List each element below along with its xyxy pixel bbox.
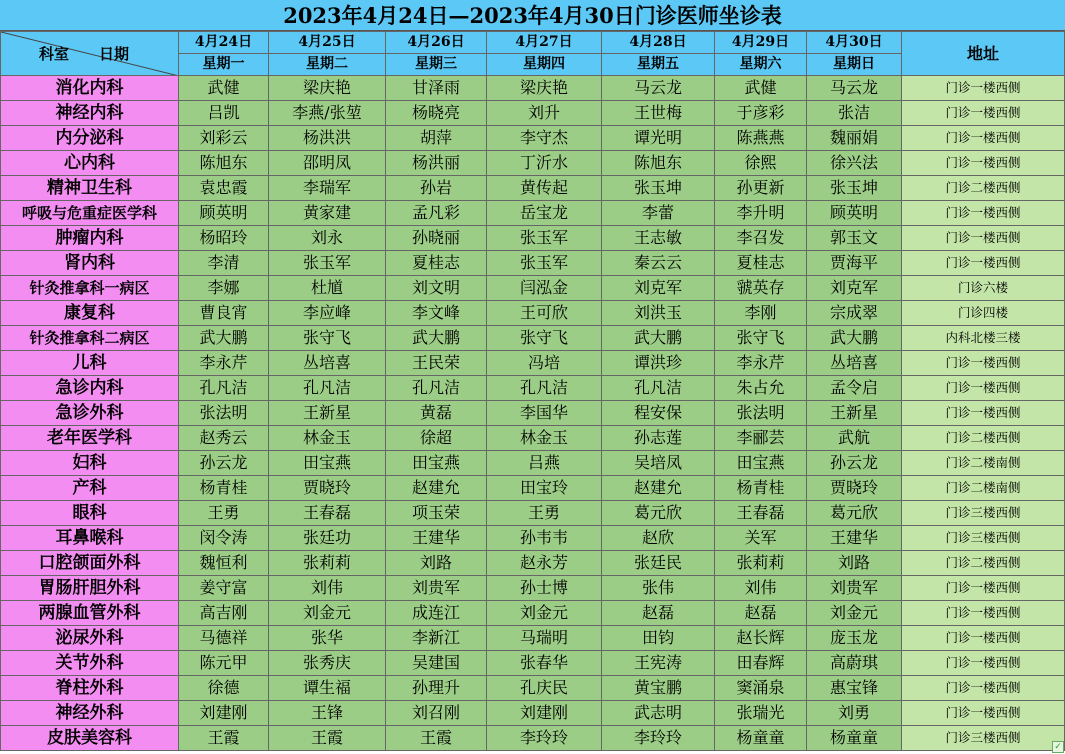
department-cell[interactable]: 泌尿外科 — [1, 626, 179, 651]
doctor-cell[interactable]: 王建华 — [386, 526, 487, 551]
doctor-cell[interactable]: 张玉坤 — [602, 176, 715, 201]
address-cell[interactable]: 门诊一楼西侧 — [902, 376, 1065, 401]
doctor-cell[interactable]: 张玉军 — [269, 251, 386, 276]
doctor-cell[interactable]: 袁忠霞 — [179, 176, 269, 201]
doctor-cell[interactable]: 吕凯 — [179, 101, 269, 126]
doctor-cell[interactable]: 陈燕燕 — [715, 126, 807, 151]
address-cell[interactable]: 门诊一楼西侧 — [902, 201, 1065, 226]
doctor-cell[interactable]: 李新江 — [386, 626, 487, 651]
table-row — [1, 201, 1065, 226]
weekday-header: 星期一 — [179, 54, 269, 76]
department-cell[interactable]: 皮肤美容科 — [1, 726, 179, 751]
department-cell[interactable]: 针灸推拿科二病区 — [1, 326, 179, 351]
address-cell[interactable]: 门诊一楼西侧 — [902, 251, 1065, 276]
doctor-cell[interactable]: 杨昭玲 — [179, 226, 269, 251]
doctor-cell[interactable]: 吴培凤 — [602, 451, 715, 476]
schedule-title: 2023年4月24日—2023年4月30日门诊医师坐诊表 — [0, 0, 1065, 31]
doctor-cell[interactable]: 刘伟 — [269, 576, 386, 601]
doctor-cell[interactable]: 王春磊 — [269, 501, 386, 526]
address-cell[interactable]: 内科北楼三楼 — [902, 326, 1065, 351]
doctor-cell[interactable]: 王世梅 — [602, 101, 715, 126]
doctor-cell[interactable]: 杨洪洪 — [269, 126, 386, 151]
doctor-cell[interactable]: 刘文明 — [386, 276, 487, 301]
doctor-cell[interactable]: 徐超 — [386, 426, 487, 451]
doctor-cell[interactable]: 孔凡洁 — [487, 376, 602, 401]
doctor-cell[interactable]: 李国华 — [487, 401, 602, 426]
doctor-cell[interactable]: 马瑞明 — [487, 626, 602, 651]
doctor-cell[interactable]: 曹良宵 — [179, 301, 269, 326]
doctor-cell[interactable]: 姜守富 — [179, 576, 269, 601]
doctor-cell[interactable]: 刘克军 — [807, 276, 902, 301]
date-header: 4月25日 — [269, 32, 386, 54]
doctor-cell[interactable]: 黄磊 — [386, 401, 487, 426]
doctor-cell[interactable]: 刘升 — [487, 101, 602, 126]
doctor-cell[interactable]: 孙云龙 — [807, 451, 902, 476]
address-cell[interactable]: 门诊三楼西侧 — [902, 526, 1065, 551]
doctor-cell[interactable]: 李应峰 — [269, 301, 386, 326]
doctor-cell[interactable]: 张廷功 — [269, 526, 386, 551]
doctor-cell[interactable]: 王霞 — [386, 726, 487, 751]
doctor-cell[interactable]: 甘泽雨 — [386, 76, 487, 101]
doctor-cell[interactable]: 赵欣 — [602, 526, 715, 551]
doctor-cell[interactable]: 王宪涛 — [602, 651, 715, 676]
doctor-cell[interactable]: 田钧 — [602, 626, 715, 651]
table-row — [1, 401, 1065, 426]
doctor-cell[interactable]: 秦云云 — [602, 251, 715, 276]
doctor-cell[interactable]: 张法明 — [715, 401, 807, 426]
department-cell[interactable]: 心内科 — [1, 151, 179, 176]
table-row — [1, 101, 1065, 126]
doctor-cell[interactable]: 魏丽娟 — [807, 126, 902, 151]
doctor-cell[interactable]: 王志敏 — [602, 226, 715, 251]
doctor-cell[interactable]: 马云龙 — [602, 76, 715, 101]
address-cell[interactable]: 门诊六楼 — [902, 276, 1065, 301]
doctor-cell[interactable]: 陈元甲 — [179, 651, 269, 676]
address-cell[interactable]: 门诊一楼西侧 — [902, 76, 1065, 101]
doctor-cell[interactable]: 张玉军 — [487, 226, 602, 251]
doctor-cell[interactable]: 谭洪珍 — [602, 351, 715, 376]
doctor-cell[interactable]: 孔庆民 — [487, 676, 602, 701]
weekday-header: 星期二 — [269, 54, 386, 76]
doctor-cell[interactable]: 李燕/张堃 — [269, 101, 386, 126]
date-header: 4月29日 — [715, 32, 807, 54]
weekday-header: 星期四 — [487, 54, 602, 76]
department-cell[interactable]: 精神卫生科 — [1, 176, 179, 201]
doctor-cell[interactable]: 李刚 — [715, 301, 807, 326]
doctor-cell[interactable]: 夏桂志 — [715, 251, 807, 276]
doctor-cell[interactable]: 刘勇 — [807, 701, 902, 726]
department-cell[interactable]: 内分泌科 — [1, 126, 179, 151]
doctor-cell[interactable]: 贾晓玲 — [807, 476, 902, 501]
doctor-cell[interactable]: 张伟 — [602, 576, 715, 601]
doctor-cell[interactable]: 刘路 — [386, 551, 487, 576]
department-cell[interactable]: 神经内科 — [1, 101, 179, 126]
doctor-cell[interactable]: 谭光明 — [602, 126, 715, 151]
doctor-cell[interactable]: 梁庆艳 — [487, 76, 602, 101]
doctor-cell[interactable]: 刘贵军 — [807, 576, 902, 601]
doctor-cell[interactable]: 李永芹 — [715, 351, 807, 376]
doctor-cell[interactable]: 孙志莲 — [602, 426, 715, 451]
doctor-cell[interactable]: 王春磊 — [715, 501, 807, 526]
doctor-cell[interactable]: 赵长辉 — [715, 626, 807, 651]
address-cell[interactable]: 门诊一楼西侧 — [902, 651, 1065, 676]
address-cell[interactable]: 门诊一楼西侧 — [902, 126, 1065, 151]
department-cell[interactable]: 妇科 — [1, 451, 179, 476]
doctor-cell[interactable]: 赵永芳 — [487, 551, 602, 576]
doctor-cell[interactable]: 李升明 — [715, 201, 807, 226]
doctor-cell[interactable]: 王可欣 — [487, 301, 602, 326]
doctor-cell[interactable]: 张玉军 — [487, 251, 602, 276]
doctor-cell[interactable]: 孙云龙 — [179, 451, 269, 476]
weekday-header: 星期三 — [386, 54, 487, 76]
doctor-cell[interactable]: 魏恒利 — [179, 551, 269, 576]
address-cell[interactable]: 门诊一楼西侧 — [902, 701, 1065, 726]
doctor-cell[interactable]: 刘建刚 — [487, 701, 602, 726]
doctor-cell[interactable]: 田宝玲 — [487, 476, 602, 501]
table-row — [1, 351, 1065, 376]
doctor-cell[interactable]: 孙士博 — [487, 576, 602, 601]
date-header: 4月26日 — [386, 32, 487, 54]
doctor-cell[interactable]: 贾晓玲 — [269, 476, 386, 501]
doctor-cell[interactable]: 杨童童 — [807, 726, 902, 751]
table-row — [1, 376, 1065, 401]
doctor-cell[interactable]: 王锋 — [269, 701, 386, 726]
doctor-cell[interactable]: 杨青桂 — [715, 476, 807, 501]
doctor-cell[interactable]: 丛培喜 — [269, 351, 386, 376]
department-cell[interactable]: 两腺血管外科 — [1, 601, 179, 626]
doctor-cell[interactable]: 邵明凤 — [269, 151, 386, 176]
table-row — [1, 626, 1065, 651]
doctor-cell[interactable]: 惠宝锋 — [807, 676, 902, 701]
address-cell[interactable]: 门诊二楼西侧 — [902, 551, 1065, 576]
department-cell[interactable]: 耳鼻喉科 — [1, 526, 179, 551]
doctor-cell[interactable]: 王勇 — [487, 501, 602, 526]
doctor-cell[interactable]: 王新星 — [269, 401, 386, 426]
doctor-cell[interactable]: 杨青桂 — [179, 476, 269, 501]
address-cell[interactable]: 门诊一楼西侧 — [902, 576, 1065, 601]
department-cell[interactable]: 呼吸与危重症医学科 — [1, 201, 179, 226]
doctor-cell[interactable]: 胡萍 — [386, 126, 487, 151]
doctor-cell[interactable]: 岳宝龙 — [487, 201, 602, 226]
corner-label: 科室 日期 — [39, 45, 130, 63]
address-cell[interactable]: 门诊二楼南侧 — [902, 451, 1065, 476]
doctor-cell[interactable]: 武健 — [179, 76, 269, 101]
table-row — [1, 701, 1065, 726]
doctor-cell[interactable]: 孔凡洁 — [386, 376, 487, 401]
doctor-cell[interactable]: 孟令启 — [807, 376, 902, 401]
doctor-cell[interactable]: 张莉莉 — [269, 551, 386, 576]
doctor-cell[interactable]: 张春华 — [487, 651, 602, 676]
doctor-cell[interactable]: 张瑞光 — [715, 701, 807, 726]
doctor-cell[interactable]: 徐德 — [179, 676, 269, 701]
doctor-cell[interactable]: 林金玉 — [269, 426, 386, 451]
doctor-cell[interactable]: 黄宝鹏 — [602, 676, 715, 701]
doctor-cell[interactable]: 赵建允 — [602, 476, 715, 501]
doctor-cell[interactable]: 孔凡洁 — [602, 376, 715, 401]
doctor-cell[interactable]: 刘金元 — [269, 601, 386, 626]
table-row — [1, 251, 1065, 276]
doctor-cell[interactable]: 田宝燕 — [715, 451, 807, 476]
doctor-cell[interactable]: 武大鹏 — [386, 326, 487, 351]
doctor-cell[interactable]: 顾英明 — [179, 201, 269, 226]
doctor-cell[interactable]: 张莉莉 — [715, 551, 807, 576]
doctor-cell[interactable]: 刘贵军 — [386, 576, 487, 601]
doctor-cell[interactable]: 李召发 — [715, 226, 807, 251]
doctor-cell[interactable]: 朱占允 — [715, 376, 807, 401]
doctor-cell[interactable]: 吕燕 — [487, 451, 602, 476]
doctor-cell[interactable]: 宗成翠 — [807, 301, 902, 326]
doctor-cell[interactable]: 田春辉 — [715, 651, 807, 676]
department-cell[interactable]: 肾内科 — [1, 251, 179, 276]
doctor-cell[interactable]: 张洁 — [807, 101, 902, 126]
table-row — [1, 126, 1065, 151]
doctor-cell[interactable]: 徐兴法 — [807, 151, 902, 176]
doctor-cell[interactable]: 赵建允 — [386, 476, 487, 501]
doctor-cell[interactable]: 刘路 — [807, 551, 902, 576]
department-cell[interactable]: 口腔颌面外科 — [1, 551, 179, 576]
address-cell[interactable]: 门诊二楼西侧 — [902, 426, 1065, 451]
table-row — [1, 601, 1065, 626]
doctor-cell[interactable]: 杨晓亮 — [386, 101, 487, 126]
doctor-cell[interactable]: 张廷民 — [602, 551, 715, 576]
doctor-cell[interactable]: 李瑞军 — [269, 176, 386, 201]
table-row — [1, 326, 1065, 351]
doctor-cell[interactable]: 陈旭东 — [179, 151, 269, 176]
table-row — [1, 476, 1065, 501]
address-cell[interactable]: 门诊一楼西侧 — [902, 401, 1065, 426]
doctor-cell[interactable]: 张华 — [269, 626, 386, 651]
doctor-cell[interactable]: 张秀庆 — [269, 651, 386, 676]
doctor-cell[interactable]: 贾海平 — [807, 251, 902, 276]
doctor-cell[interactable]: 刘召刚 — [386, 701, 487, 726]
doctor-cell[interactable]: 田宝燕 — [269, 451, 386, 476]
doctor-cell[interactable]: 武大鹏 — [179, 326, 269, 351]
address-cell[interactable]: 门诊一楼西侧 — [902, 676, 1065, 701]
doctor-cell[interactable]: 丁沂水 — [487, 151, 602, 176]
department-cell[interactable]: 针灸推拿科一病区 — [1, 276, 179, 301]
doctor-cell[interactable]: 武健 — [715, 76, 807, 101]
table-row — [1, 451, 1065, 476]
doctor-cell[interactable]: 李永芹 — [179, 351, 269, 376]
doctor-cell[interactable]: 项玉荣 — [386, 501, 487, 526]
address-cell[interactable]: 门诊一楼西侧 — [902, 626, 1065, 651]
doctor-cell[interactable]: 刘建刚 — [179, 701, 269, 726]
doctor-cell[interactable]: 林金玉 — [487, 426, 602, 451]
doctor-cell[interactable]: 葛元欣 — [602, 501, 715, 526]
table-row — [1, 151, 1065, 176]
table-row — [1, 176, 1065, 201]
doctor-cell[interactable]: 武大鹏 — [807, 326, 902, 351]
doctor-cell[interactable]: 刘金元 — [487, 601, 602, 626]
doctor-cell[interactable]: 武志明 — [602, 701, 715, 726]
date-header: 4月24日 — [179, 32, 269, 54]
address-cell[interactable]: 门诊一楼西侧 — [902, 226, 1065, 251]
schedule-table — [0, 31, 1065, 751]
department-cell[interactable]: 关节外科 — [1, 651, 179, 676]
doctor-cell[interactable]: 徐熙 — [715, 151, 807, 176]
address-cell[interactable]: 门诊一楼西侧 — [902, 101, 1065, 126]
table-row — [1, 226, 1065, 251]
doctor-cell[interactable]: 刘克军 — [602, 276, 715, 301]
table-row — [1, 426, 1065, 451]
doctor-cell[interactable]: 张守飞 — [487, 326, 602, 351]
weekday-header: 星期日 — [807, 54, 902, 76]
doctor-cell[interactable]: 冯培 — [487, 351, 602, 376]
date-header: 4月27日 — [487, 32, 602, 54]
table-row — [1, 301, 1065, 326]
doctor-cell[interactable]: 赵磊 — [715, 601, 807, 626]
doctor-cell[interactable]: 王民荣 — [386, 351, 487, 376]
table-row — [1, 726, 1065, 751]
department-cell[interactable]: 老年医学科 — [1, 426, 179, 451]
address-cell[interactable]: 门诊三楼西侧 — [902, 501, 1065, 526]
department-cell[interactable]: 眼科 — [1, 501, 179, 526]
doctor-cell[interactable]: 王霞 — [269, 726, 386, 751]
weekday-header: 星期六 — [715, 54, 807, 76]
doctor-cell[interactable]: 黄传起 — [487, 176, 602, 201]
date-header: 4月28日 — [602, 32, 715, 54]
department-cell[interactable]: 急诊内科 — [1, 376, 179, 401]
doctor-cell[interactable]: 孙更新 — [715, 176, 807, 201]
doctor-cell[interactable]: 李玲玲 — [487, 726, 602, 751]
doctor-cell[interactable]: 闵令涛 — [179, 526, 269, 551]
table-row — [1, 576, 1065, 601]
doctor-cell[interactable]: 庞玉龙 — [807, 626, 902, 651]
doctor-cell[interactable]: 田宝燕 — [386, 451, 487, 476]
doctor-cell[interactable]: 关军 — [715, 526, 807, 551]
schedule-body — [1, 76, 1065, 751]
address-cell[interactable]: 门诊四楼 — [902, 301, 1065, 326]
doctor-cell[interactable]: 成连江 — [386, 601, 487, 626]
department-cell[interactable]: 产科 — [1, 476, 179, 501]
doctor-cell[interactable]: 武航 — [807, 426, 902, 451]
doctor-cell[interactable]: 杨洪丽 — [386, 151, 487, 176]
doctor-cell[interactable]: 黄家建 — [269, 201, 386, 226]
doctor-cell[interactable]: 马德祥 — [179, 626, 269, 651]
department-cell[interactable]: 急诊外科 — [1, 401, 179, 426]
address-cell[interactable]: 门诊三楼西侧 — [902, 726, 1065, 751]
department-cell[interactable]: 胃肠肝胆外科 — [1, 576, 179, 601]
corner-header — [1, 32, 179, 76]
doctor-cell[interactable]: 王建华 — [807, 526, 902, 551]
table-row — [1, 651, 1065, 676]
table-row — [1, 526, 1065, 551]
department-cell[interactable]: 神经外科 — [1, 701, 179, 726]
doctor-cell[interactable]: 高蔚琪 — [807, 651, 902, 676]
doctor-cell[interactable]: 闫泓金 — [487, 276, 602, 301]
doctor-cell[interactable]: 刘彩云 — [179, 126, 269, 151]
doctor-cell[interactable]: 窦涌泉 — [715, 676, 807, 701]
doctor-cell[interactable]: 王新星 — [807, 401, 902, 426]
date-header: 4月30日 — [807, 32, 902, 54]
table-row — [1, 676, 1065, 701]
doctor-cell[interactable]: 杨童童 — [715, 726, 807, 751]
doctor-cell[interactable]: 孔凡洁 — [269, 376, 386, 401]
doctor-cell[interactable]: 谭生福 — [269, 676, 386, 701]
department-cell[interactable]: 消化内科 — [1, 76, 179, 101]
address-cell[interactable]: 门诊一楼西侧 — [902, 351, 1065, 376]
doctor-cell[interactable]: 程安保 — [602, 401, 715, 426]
doctor-cell[interactable]: 赵磊 — [602, 601, 715, 626]
doctor-cell[interactable]: 郭玉文 — [807, 226, 902, 251]
doctor-cell[interactable]: 孟凡彩 — [386, 201, 487, 226]
doctor-cell[interactable]: 李文峰 — [386, 301, 487, 326]
doctor-cell[interactable]: 虢英存 — [715, 276, 807, 301]
doctor-cell[interactable]: 葛元欣 — [807, 501, 902, 526]
doctor-cell[interactable]: 李玲玲 — [602, 726, 715, 751]
doctor-cell[interactable]: 李清 — [179, 251, 269, 276]
doctor-cell[interactable]: 夏桂志 — [386, 251, 487, 276]
doctor-cell[interactable]: 刘伟 — [715, 576, 807, 601]
doctor-cell[interactable]: 马云龙 — [807, 76, 902, 101]
doctor-cell[interactable]: 李娜 — [179, 276, 269, 301]
doctor-cell[interactable]: 陈旭东 — [602, 151, 715, 176]
doctor-cell[interactable]: 孙晓丽 — [386, 226, 487, 251]
doctor-cell[interactable]: 梁庆艳 — [269, 76, 386, 101]
doctor-cell[interactable]: 李蕾 — [602, 201, 715, 226]
check-icon: ✓ — [1052, 741, 1064, 753]
address-cell[interactable]: 门诊二楼西侧 — [902, 176, 1065, 201]
doctor-cell[interactable]: 丛培喜 — [807, 351, 902, 376]
doctor-cell[interactable]: 孔凡洁 — [179, 376, 269, 401]
address-header: 地址 — [902, 32, 1065, 76]
doctor-cell[interactable]: 王勇 — [179, 501, 269, 526]
doctor-cell[interactable]: 顾英明 — [807, 201, 902, 226]
address-cell[interactable]: 门诊一楼西侧 — [902, 151, 1065, 176]
doctor-cell[interactable]: 张守飞 — [269, 326, 386, 351]
department-cell[interactable]: 康复科 — [1, 301, 179, 326]
doctor-cell[interactable]: 于彦彩 — [715, 101, 807, 126]
doctor-cell[interactable]: 孙理升 — [386, 676, 487, 701]
doctor-cell[interactable]: 李郦芸 — [715, 426, 807, 451]
address-cell[interactable]: 门诊一楼西侧 — [902, 601, 1065, 626]
doctor-cell[interactable]: 吴建国 — [386, 651, 487, 676]
doctor-cell[interactable]: 刘永 — [269, 226, 386, 251]
table-row — [1, 276, 1065, 301]
doctor-cell[interactable]: 张法明 — [179, 401, 269, 426]
doctor-cell[interactable]: 孙岩 — [386, 176, 487, 201]
doctor-cell[interactable]: 武大鹏 — [602, 326, 715, 351]
doctor-cell[interactable]: 刘金元 — [807, 601, 902, 626]
doctor-cell[interactable]: 张玉坤 — [807, 176, 902, 201]
date-header-row — [1, 32, 1065, 54]
doctor-cell[interactable]: 高吉刚 — [179, 601, 269, 626]
doctor-cell[interactable]: 王霞 — [179, 726, 269, 751]
table-row — [1, 76, 1065, 101]
department-cell[interactable]: 儿科 — [1, 351, 179, 376]
doctor-cell[interactable]: 张守飞 — [715, 326, 807, 351]
doctor-cell[interactable]: 孙韦韦 — [487, 526, 602, 551]
doctor-cell[interactable]: 赵秀云 — [179, 426, 269, 451]
doctor-cell[interactable]: 刘洪玉 — [602, 301, 715, 326]
doctor-cell[interactable]: 杜馗 — [269, 276, 386, 301]
address-cell[interactable]: 门诊二楼南侧 — [902, 476, 1065, 501]
table-row — [1, 501, 1065, 526]
department-cell[interactable]: 肿瘤内科 — [1, 226, 179, 251]
department-cell[interactable]: 脊柱外科 — [1, 676, 179, 701]
weekday-header: 星期五 — [602, 54, 715, 76]
doctor-cell[interactable]: 李守杰 — [487, 126, 602, 151]
table-row — [1, 551, 1065, 576]
